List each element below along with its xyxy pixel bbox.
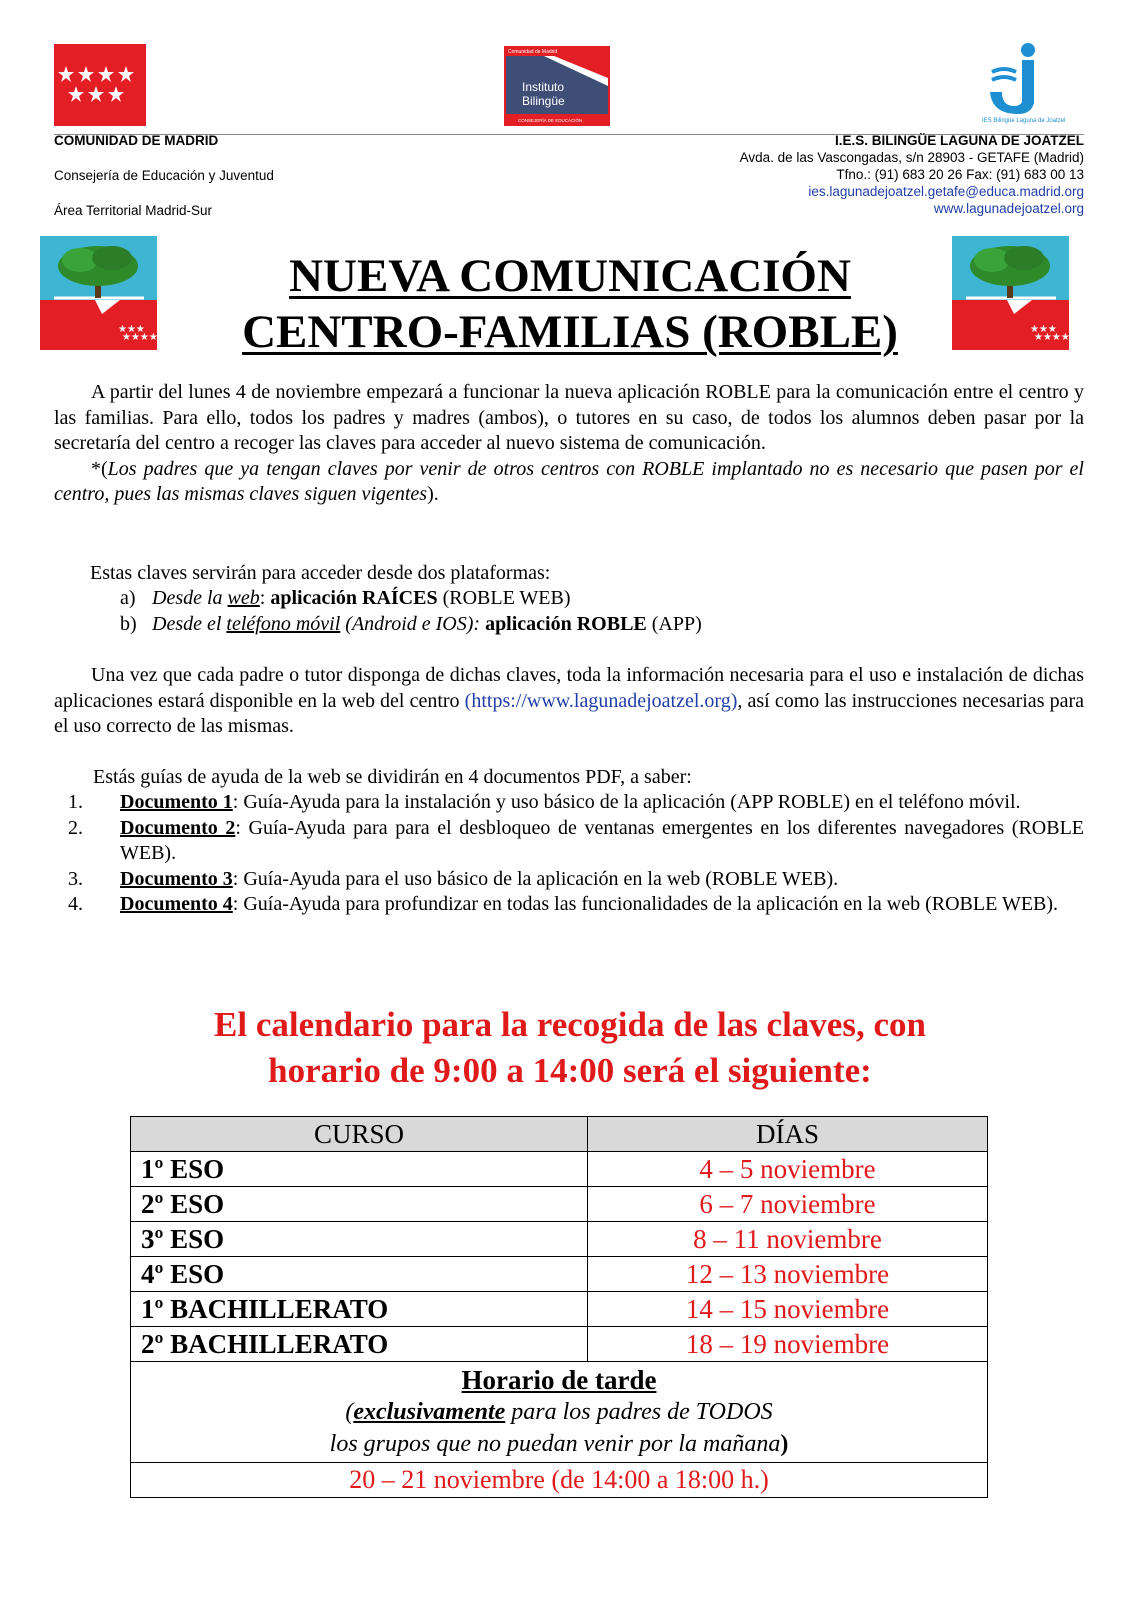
table-header-row	[131, 1117, 988, 1152]
document-number: 3.	[68, 867, 83, 890]
platform-colon: (Android e IOS):	[340, 612, 481, 635]
area-name: Área Territorial Madrid-Sur	[54, 203, 213, 218]
title-line1: NUEVA COMUNICACIÓN	[289, 250, 851, 302]
documents-list	[54, 790, 1084, 918]
document-item	[54, 892, 1084, 918]
svg-text:★★★: ★★★	[1030, 324, 1057, 335]
school-phone: Tfno.: (91) 683 20 26 Fax: (91) 683 00 13	[836, 167, 1084, 182]
document-name: Documento 2	[120, 816, 236, 839]
days-cell: 14 – 15 noviembre	[588, 1292, 988, 1327]
afternoon-cell	[131, 1362, 988, 1463]
column-header-dias: DÍAS	[588, 1117, 988, 1152]
platforms-list	[120, 586, 702, 637]
joatzel-logo-text: IES Bilingüe Laguna de Joatzel	[982, 118, 1066, 124]
document-item	[54, 790, 1084, 816]
info-section	[54, 663, 1084, 740]
logo-top-text: Comunidad de Madrid	[508, 49, 558, 55]
platforms-intro: Estas claves servirán para acceder desde dos plataformas:	[90, 562, 551, 584]
logo-bottom-text: CONSEJERÍA DE EDUCACIÓN	[518, 118, 583, 123]
platform-tail: (APP)	[646, 612, 702, 635]
table-row	[131, 1327, 988, 1362]
school-web-link[interactable]: www.lagunadejoatzel.org	[933, 201, 1084, 216]
document-number: 1.	[68, 791, 83, 813]
calendar-heading-line2: horario de 9:00 a 14:00 será el siguiente:	[268, 1051, 872, 1090]
document-name: Documento 3	[120, 867, 233, 890]
days-cell: 6 – 7 noviembre	[588, 1187, 988, 1222]
days-cell: 12 – 13 noviembre	[588, 1257, 988, 1292]
table-row	[131, 1292, 988, 1327]
ies-joatzel-logo	[982, 42, 1066, 124]
document-desc: : Guía-Ayuda para el uso básico de la aplicación en la web (ROBLE WEB).	[232, 867, 839, 890]
course-cell: 1º BACHILLERATO	[131, 1292, 588, 1327]
document-desc: : Guía-Ayuda para profundizar en todas las funcionalidades de la aplicación en la web (ROBLE WEB).	[232, 893, 1059, 915]
course-cell: 2º ESO	[131, 1187, 588, 1222]
calendar-table	[130, 1116, 988, 1498]
table-row	[131, 1152, 988, 1187]
roble-tree-logo-left	[40, 236, 157, 350]
logo-line2: Bilingüe	[522, 94, 565, 108]
afternoon-dates-row	[131, 1463, 988, 1498]
svg-text:★★★★: ★★★★	[1034, 332, 1070, 343]
document-number: 2.	[68, 816, 83, 839]
header-right	[740, 132, 1084, 217]
calendar-heading	[100, 1002, 1040, 1094]
platform-colon: :	[259, 587, 266, 609]
afternoon-heading: Horario de tarde	[461, 1365, 657, 1395]
title-line2: CENTRO-FAMILIAS (ROBLE)	[242, 306, 898, 358]
page-title	[190, 248, 950, 360]
platform-app: aplicación RAÍCES	[270, 587, 438, 609]
afternoon-note-line2: los grupos que no puedan venir por la mañana)	[329, 1431, 789, 1457]
roble-tree-logo-right	[952, 236, 1069, 350]
platform-text: Desde la	[152, 587, 228, 609]
intro-paragraph: A partir del lunes 4 de noviembre empezará a funcionar la nueva aplicación ROBLE para la comunicación entre el centro y las familias. Para ello, todos los padres y madres (ambos), o tutores en su caso, de todos los alumnos deben pasar por la secretaría del centro a recoger las claves para acceder al nuevo sistema de comunicación.	[54, 381, 1084, 454]
table-row	[131, 1187, 988, 1222]
table-row	[131, 1257, 988, 1292]
guides-intro: Estás guías de ayuda de la web se dividirán en 4 documentos PDF, a saber:	[93, 766, 692, 788]
afternoon-dates-cell: 20 – 21 noviembre (de 14:00 a 18:00 h.)	[131, 1463, 988, 1498]
days-cell: 8 – 11 noviembre	[588, 1222, 988, 1257]
info-paragraph	[54, 663, 1084, 740]
column-header-curso: CURSO	[131, 1117, 588, 1152]
instituto-bilingue-logo	[504, 46, 610, 126]
school-name: I.E.S. BILINGÜE LAGUNA DE JOATZEL	[834, 133, 1084, 148]
days-cell: 18 – 19 noviembre	[588, 1327, 988, 1362]
course-cell: 1º ESO	[131, 1152, 588, 1187]
comunidad-madrid-logo	[54, 44, 146, 126]
afternoon-note-text: para los padres de TODOS	[505, 1399, 773, 1425]
course-cell: 4º ESO	[131, 1257, 588, 1292]
table-row	[131, 1222, 988, 1257]
afternoon-note-text2: los grupos que no puedan venir por la mañana	[329, 1431, 781, 1457]
platform-item	[120, 586, 702, 612]
info-text-end: , así como las instrucciones necesarias para el uso correcto de las mismas.	[54, 689, 1084, 737]
school-address: Avda. de las Vascongadas, s/n 28903 - GETAFE (Madrid)	[739, 150, 1084, 165]
course-cell: 3º ESO	[131, 1222, 588, 1257]
platform-underline: teléfono móvil	[226, 612, 341, 635]
afternoon-note-line1: (exclusivamente para los padres de TODOS	[345, 1399, 773, 1425]
document-item	[54, 867, 1084, 893]
svg-text:★★★: ★★★	[118, 324, 145, 335]
org-name: COMUNIDAD DE MADRID	[54, 133, 219, 148]
info-text: Una vez que cada padre o tutor disponga de dichas claves, toda la información necesaria para el uso e instalación de dichas aplicaciones estará disponible en la web del centro	[54, 664, 1084, 712]
header-left	[54, 132, 274, 237]
document-number: 4.	[68, 893, 83, 915]
platform-item	[120, 612, 702, 638]
platform-app: aplicación ROBLE	[485, 612, 647, 635]
platform-marker: a)	[120, 587, 136, 609]
course-cell: 2º BACHILLERATO	[131, 1327, 588, 1362]
document-desc: : Guía-Ayuda para para el desbloqueo de ventanas emergentes en los diferentes navegadores (ROBLE WEB).	[120, 816, 1084, 864]
note-paragraph: *(Los padres que ya tengan claves por venir de otros centros con ROBLE implantado no es necesario que pasen por el centro, pues las mismas claves siguen vigentes).	[54, 457, 1084, 505]
svg-text:★★★★: ★★★★	[122, 332, 158, 343]
document-name: Documento 4	[120, 893, 233, 915]
platform-marker: b)	[120, 612, 137, 635]
dept-name: Consejería de Educación y Juventud	[54, 168, 274, 183]
platform-underline: web	[227, 587, 260, 609]
logo-line1: Instituto	[522, 80, 565, 94]
school-url-link[interactable]: (https://www.lagunadejoatzel.org)	[464, 689, 738, 712]
calendar-heading-line1: El calendario para la recogida de las claves, con	[214, 1005, 926, 1044]
intro-section	[54, 380, 1084, 508]
platform-tail: (ROBLE WEB)	[437, 587, 571, 609]
document-desc: : Guía-Ayuda para la instalación y uso básico de la aplicación (APP ROBLE) en el teléfono móvil.	[232, 791, 1021, 813]
platform-text: Desde el	[152, 612, 227, 635]
school-email-link[interactable]: ies.lagunadejoatzel.getafe@educa.madrid.org	[808, 184, 1084, 199]
days-cell: 4 – 5 noviembre	[588, 1152, 988, 1187]
afternoon-exclusive: exclusivamente	[353, 1399, 506, 1425]
afternoon-row	[131, 1362, 988, 1463]
document-item	[54, 816, 1084, 867]
note-text: Los padres que ya tengan claves por venir de otros centros con ROBLE implantado no es necesario que pasen por el centro, pues las mismas claves siguen vigentes	[54, 457, 1084, 505]
document-name: Documento 1	[120, 791, 233, 813]
